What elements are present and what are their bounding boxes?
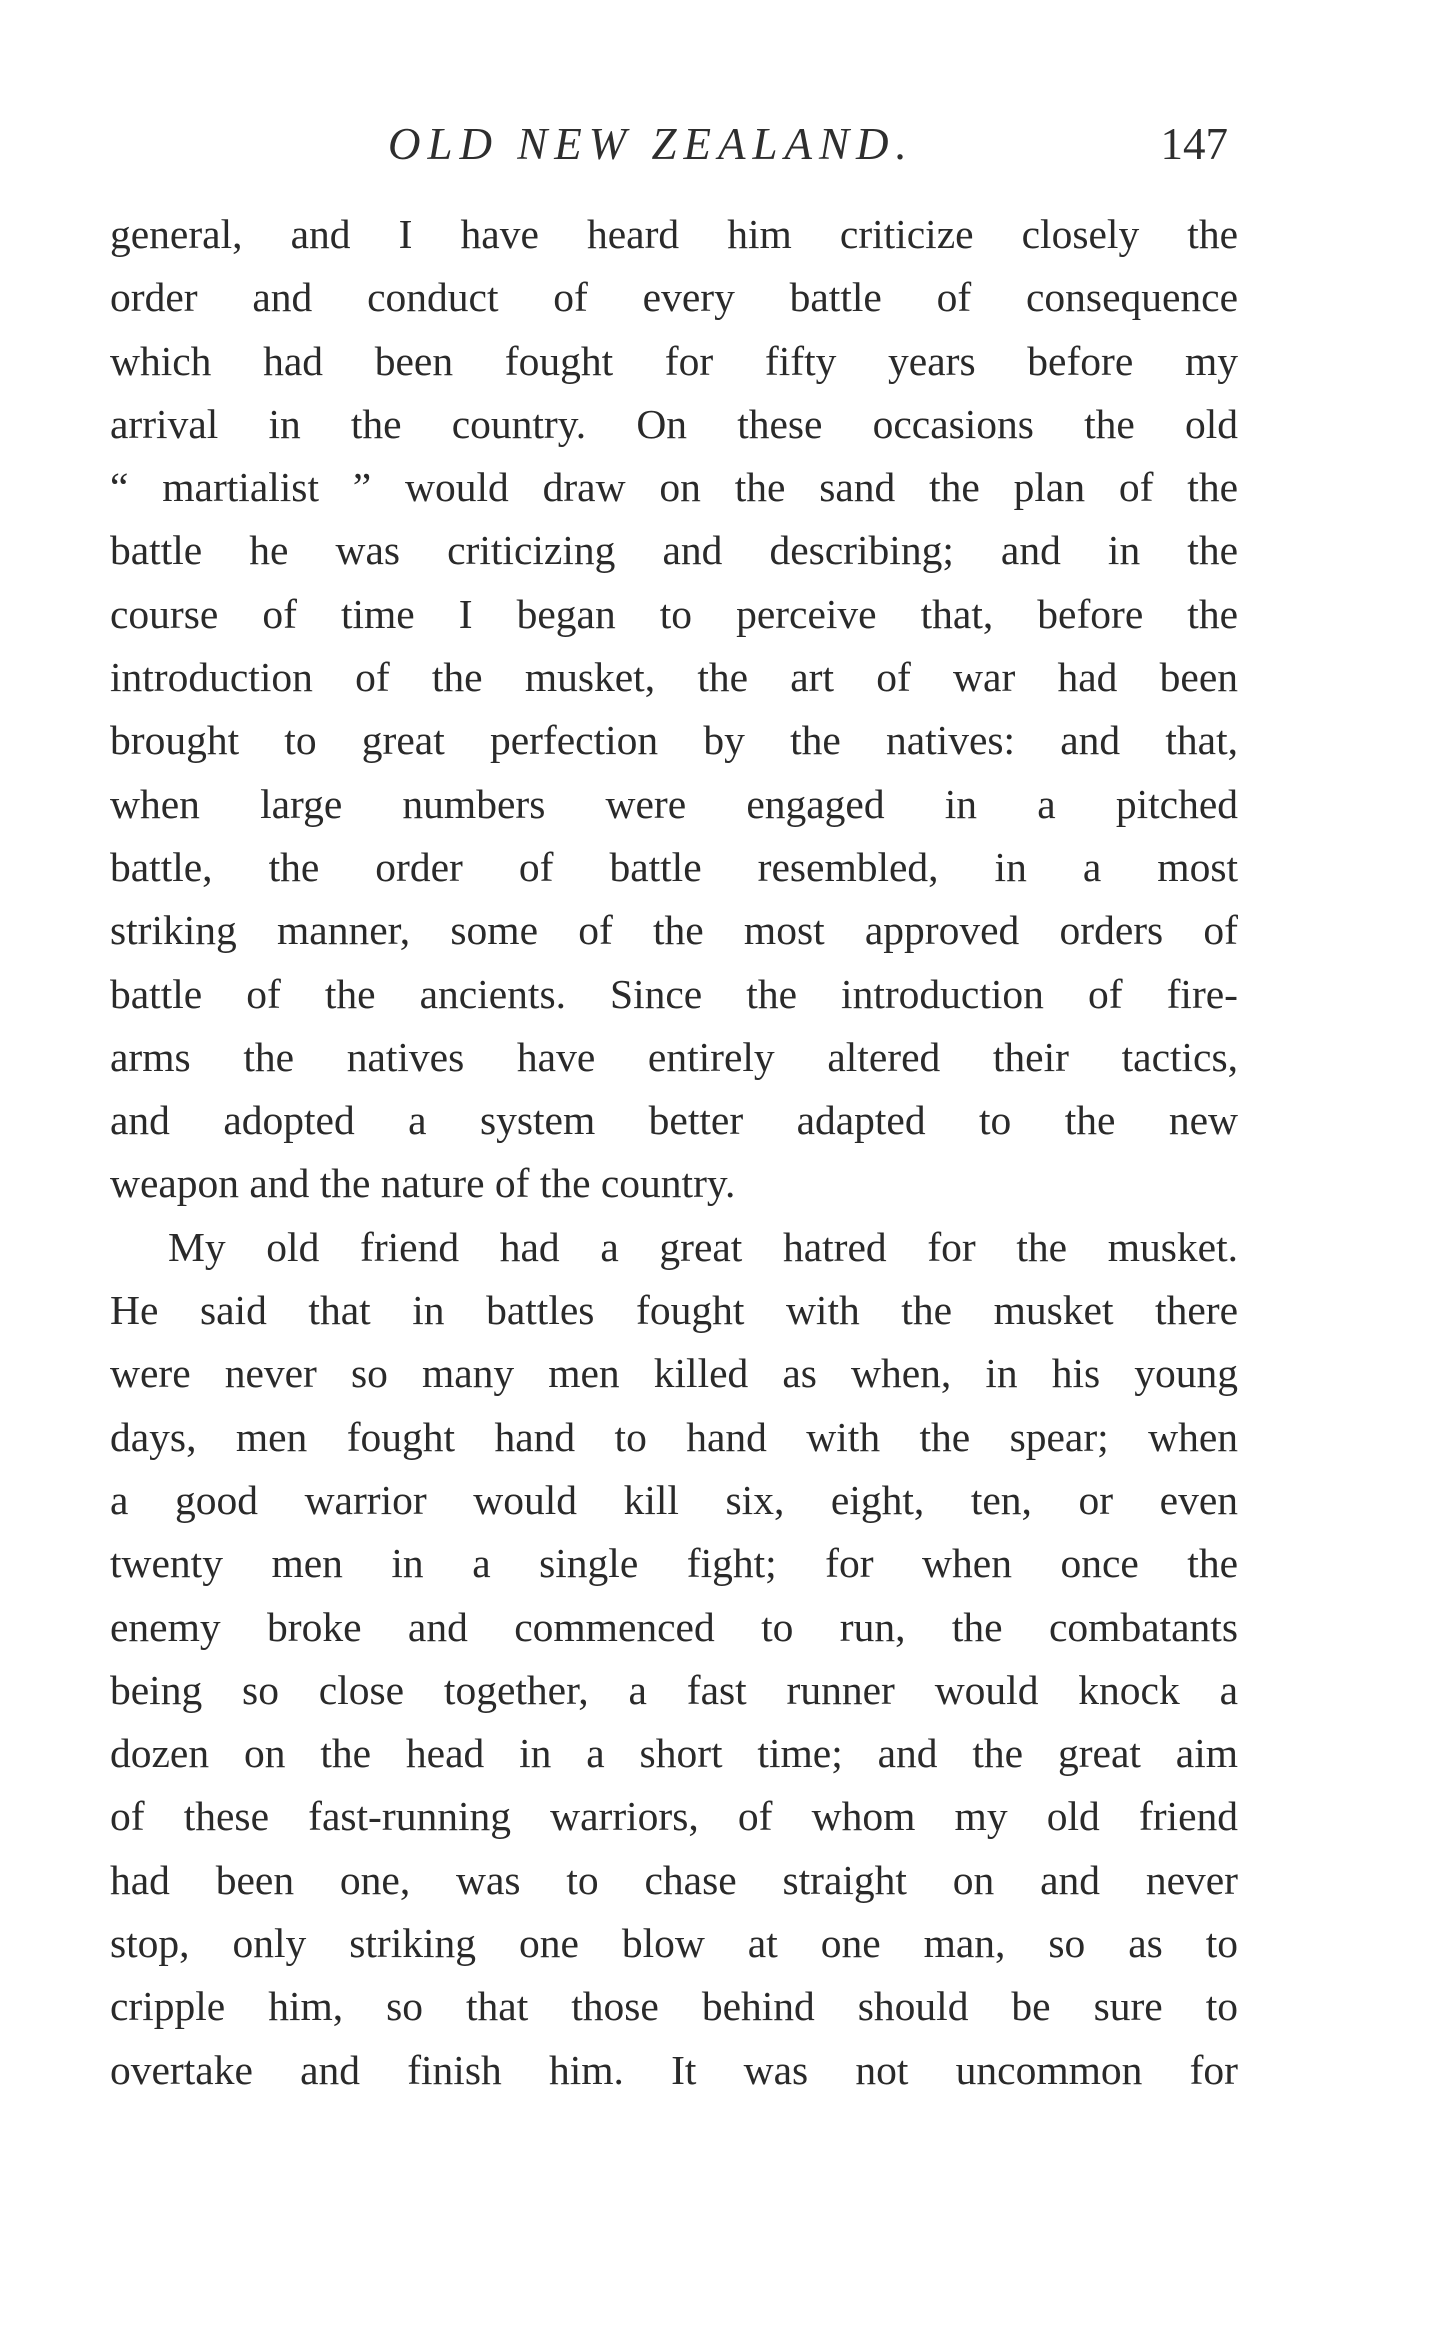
text-line: days, men fought hand to hand with the spear; when [110,1413,1238,1460]
text-line: of these fast-running warriors, of whom my old friend [110,1793,1238,1840]
text-line: which had been fought for fifty years before my [110,337,1238,384]
text-line: He said that in battles fought with the musket there [110,1287,1238,1334]
text-line: had been one, was to chase straight on and never [110,1856,1238,1903]
text-line: general, and I have heard him criticize closely the [110,211,1238,257]
text-line: cripple him, so that those behind should be sure to [110,1983,1238,2030]
text-line: battle, the order of battle resembled, in a most [110,843,1238,890]
text-line: enemy broke and commenced to run, the combatants [110,1603,1238,1650]
page-number: 147 [1160,119,1228,169]
text-line: brought to great perfection by the natives: and that, [110,717,1238,764]
text-line: when large numbers were engaged in a pitched [110,780,1238,827]
text-line: striking manner, some of the most approved orders of [110,907,1238,954]
text-line: stop, only striking one blow at one man, so as to [110,1920,1238,1967]
text-line: arrival in the country. On these occasions the old [110,400,1238,447]
text-line: and adopted a system better adapted to the new [110,1097,1238,1144]
text-line: dozen on the head in a short time; and the great aim [110,1730,1238,1777]
running-title: OLD NEW ZEALAND. [388,119,914,169]
body-text [110,203,1238,2102]
text-line: battle of the ancients. Since the introduction of fire- [110,970,1238,1017]
text-line: weapon and the nature of the country. [110,1160,736,1207]
page-header [110,118,1238,178]
text-line: “ martialist ” would draw on the sand the plan of the [110,464,1238,511]
text-line: a good warrior would kill six, eight, ten, or even [110,1476,1238,1523]
text-line: being so close together, a fast runner would knock a [110,1666,1238,1713]
paragraph [110,203,1238,1216]
text-line: My old friend had a great hatred for the musket. [168,1223,1238,1270]
text-line: overtake and finish him. It was not uncommon for [110,2046,1238,2093]
text-line: introduction of the musket, the art of war had been [110,654,1238,701]
text-line: course of time I began to perceive that, before the [110,590,1238,637]
text-line: twenty men in a single fight; for when once the [110,1540,1238,1587]
text-line: arms the natives have entirely altered their tactics, [110,1033,1238,1080]
paragraph [110,1216,1238,2102]
text-line: were never so many men killed as when, in his young [110,1350,1238,1397]
text-line: battle he was criticizing and describing; and in the [110,527,1238,574]
text-line: order and conduct of every battle of consequence [110,274,1238,321]
